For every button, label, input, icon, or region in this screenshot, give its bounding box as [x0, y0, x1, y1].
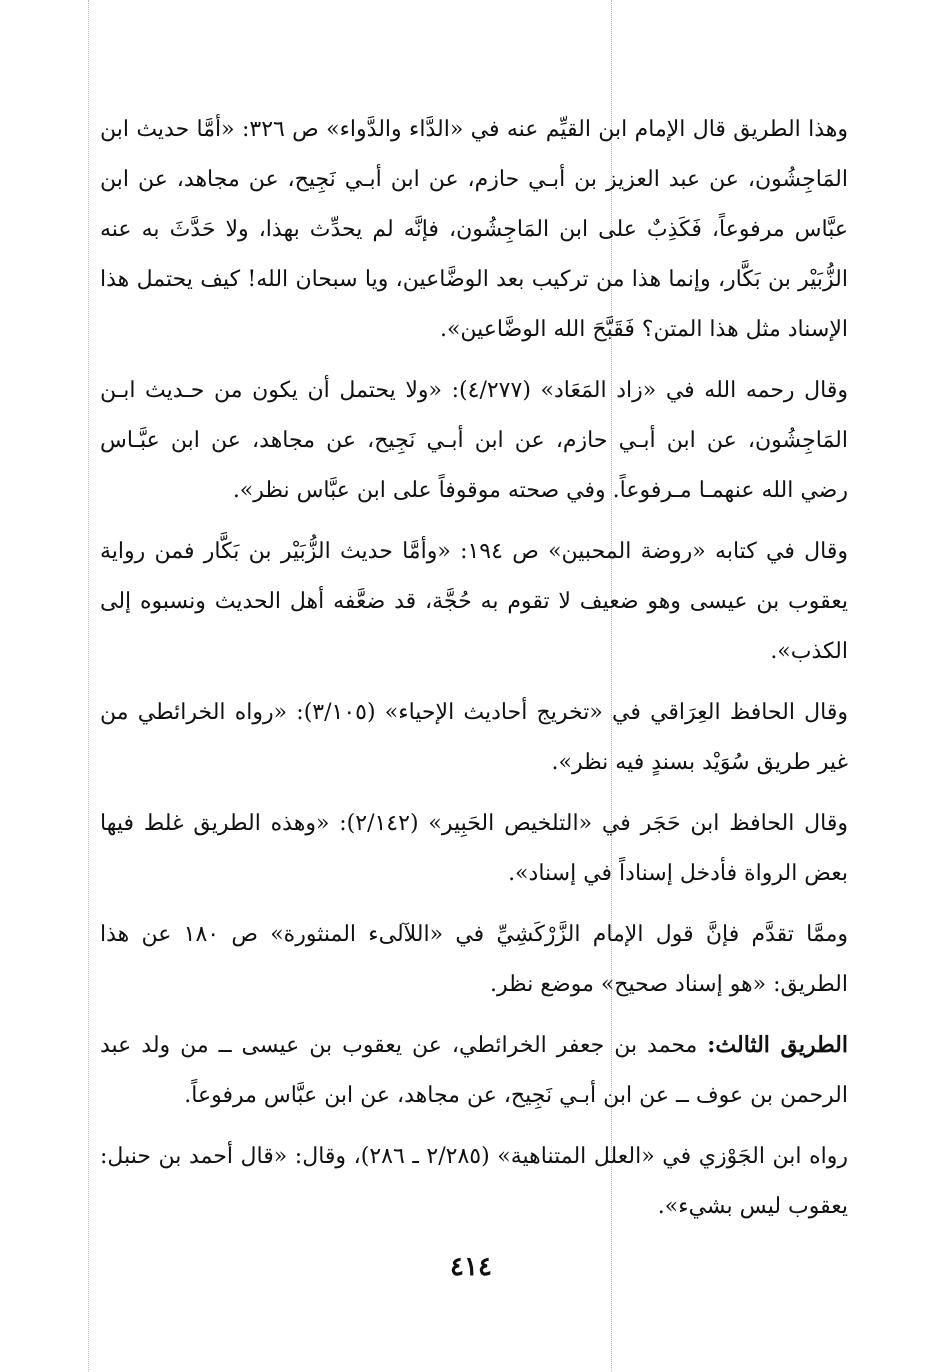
paragraph-5	[100, 798, 848, 899]
paragraph-lead: الطريق الثالث:	[707, 1032, 849, 1058]
page-number: ٤١٤	[450, 1252, 492, 1282]
paragraph-text: وهذا الطريق قال الإمام ابن القيِّم عنه في «الدَّاء والدَّواء» ص ٣٢٦: «أمَّا حديث ابن المَاجِشُون، عن عبد العزيز بن أبـي حازم، عن ابن أبـي نَجِيح، عن مجاهد، عن ابن عبَّاس مرفوعاً، فَكَذِبٌ على ابن المَاجِشُون، فإنَّه لم يحدِّث بهذا، ولا حَدَّثَ به عنه الزُّبَيْر بن بَكَّار، وإنما هذا من تركيب بعد الوضَّاعين، ويا سبحان الله! كيف يحتمل هذا الإسناد مثل هذا المتن؟ فَقَبَّحَ الله الوضَّاعين».	[100, 117, 849, 342]
paragraph-6	[100, 909, 848, 1010]
paragraph-text: وممَّا تقدَّم فإنَّ قول الإمام الزَّرْكَشِيِّ في «اللآلىء المنثورة» ص ١٨٠ عن هذا الطريق: «هو إسناد صحيح» موضع نظر.	[100, 922, 848, 997]
paragraph-text: وقال في كتابه «روضة المحبين» ص ١٩٤: «وأمَّا حديث الزُّبَيْر بن بَكَّار فمن رواية يعقوب بن عيسى وهو ضعيف لا تقوم به حُجَّة، قد ضعَّفه أهل الحديث ونسبوه إلى الكذب».	[100, 539, 848, 664]
paragraph-2	[100, 365, 848, 516]
paragraph-text: رواه ابن الجَوْزي في «العلل المتناهية» (٢/٢٨٥ ـ ٢٨٦)، وقال: «قال أحمد بن حنبل: يعقوب ليس بشيء».	[100, 1144, 848, 1219]
paragraph-7	[100, 1020, 848, 1121]
paragraph-4	[100, 687, 848, 788]
left-margin-guide	[88, 0, 89, 1372]
paragraph-1	[100, 104, 848, 355]
body-text	[100, 104, 848, 1242]
paragraph-text: وقال رحمه الله في «زاد المَعَاد» (٤/٢٧٧): «ولا يحتمل أن يكون من حـديث ابـن المَاجِشُون، عن ابن أبـي حازم، عن ابن أبـي نَجِيح، عن مجاهد، عن ابن عبَّـاس رضي الله عنهمـا مـرفوعاً. وفي صحته موقوفاً على ابن عبَّاس نظر».	[100, 378, 848, 503]
paragraph-text: محمد بن جعفر الخرائطي، عن يعقوب بن عيسى ــ من ولد عبد الرحمن بن عوف ــ عن ابن أبـي نَجِيح، عن مجاهد، عن ابن عبَّاس مرفوعاً.	[100, 1033, 848, 1108]
paragraph-3	[100, 526, 848, 677]
paragraph-text: وقال الحافظ العِرَاقي في «تخريج أحاديث الإحياء» (٣/١٠٥): «رواه الخرائطي من غير طريق سُوَيْد بسندٍ فيه نظر».	[100, 700, 848, 775]
paragraph-text: وقال الحافظ ابن حَجَر في «التلخيص الحَبِير» (٢/١٤٢): «وهذه الطريق غلط فيها بعض الرواة فأدخل إسناداً في إسناد».	[100, 811, 848, 886]
paragraph-8	[100, 1131, 848, 1232]
